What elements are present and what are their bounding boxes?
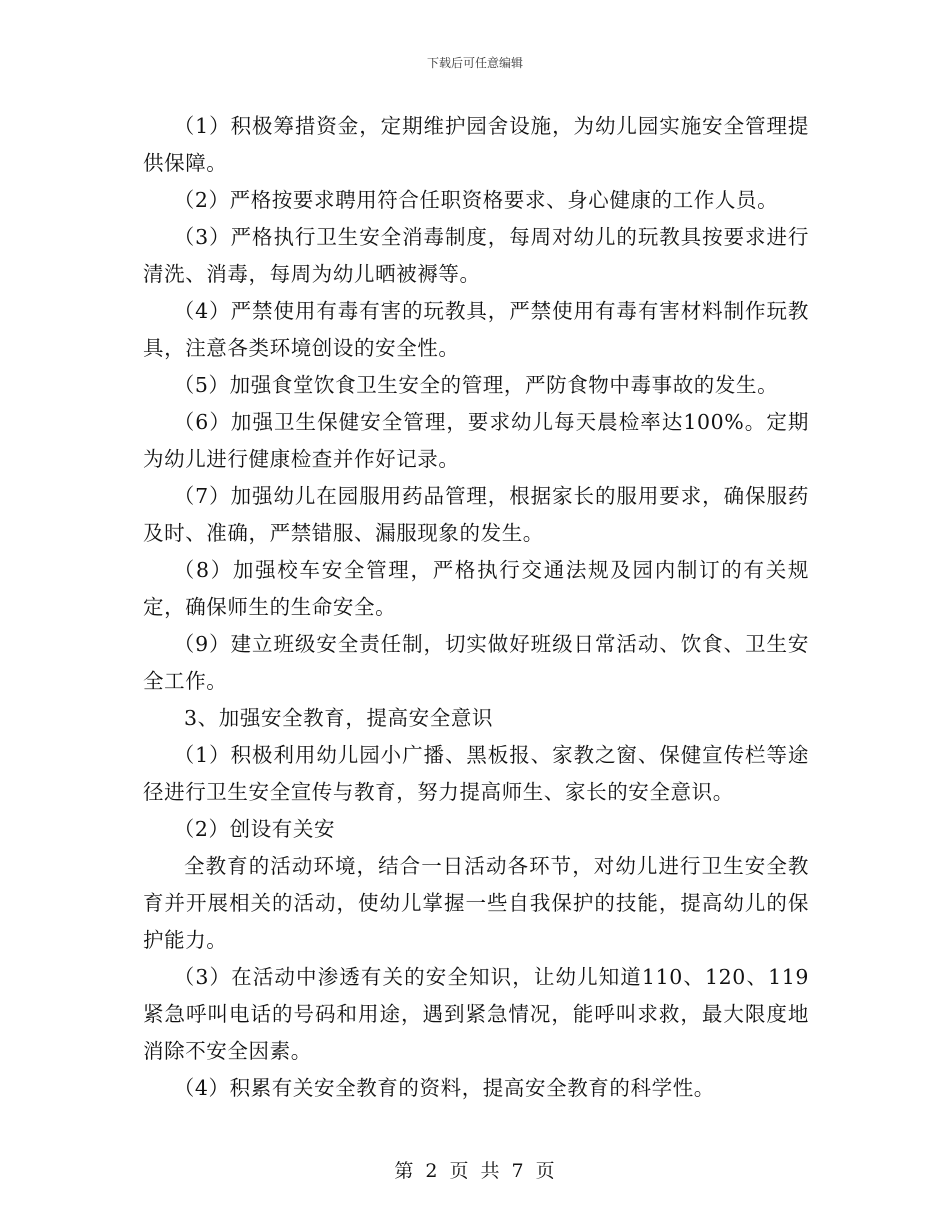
paragraph-1: （1）积极筹措资金，定期维护园舍设施，为幼儿园实施安全管理提供保障。: [143, 114, 809, 175]
paragraph-14: （4）积累有关安全教育的资料，提高安全教育的科学性。: [173, 1076, 715, 1100]
paragraph-5: （5）加强食堂饮食卫生安全的管理，严防食物中毒事故的发生。: [173, 373, 779, 397]
paragraph-8: （8）加强校车安全管理，严格执行交通法规及园内制订的有关规定，确保师生的生命安全。: [143, 558, 809, 619]
section-heading: 3、加强安全教育，提高安全意识: [184, 706, 494, 730]
paragraph-7: （7）加强幼儿在园服用药品管理，根据家长的服用要求，确保服药及时、准确，严禁错服、漏服现象的发生。: [143, 484, 809, 545]
paragraph-2: （2）严格按要求聘用符合任职资格要求、身心健康的工作人员。: [173, 188, 779, 212]
paragraph-4: （4）严禁使用有毒有害的玩教具，严禁使用有毒有害材料制作玩教具，注意各类环境创设的安全性。: [143, 299, 809, 360]
page-header: 下载后可任意编辑: [426, 56, 523, 70]
document-body: [143, 108, 809, 1107]
paragraph-12: 全教育的活动环境，结合一日活动各环节，对幼儿进行卫生安全教育并开展相关的活动，使幼儿掌握一些自我保护的技能，提高幼儿的保护能力。: [143, 854, 809, 952]
paragraph-13: （3）在活动中渗透有关的安全知识，让幼儿知道110、120、119紧急呼叫电话的号码和用途，遇到紧急情况，能呼叫求救，最大限度地消除不安全因素。: [143, 965, 809, 1063]
paragraph-9: （9）建立班级安全责任制，切实做好班级日常活动、饮食、卫生安全工作。: [143, 632, 809, 693]
paragraph-10: （1）积极利用幼儿园小广播、黑板报、家教之窗、保健宣传栏等途径进行卫生安全宣传与教育，努力提高师生、家长的安全意识。: [143, 743, 809, 804]
page-footer: 第 2 页 共 7 页: [394, 1160, 556, 1182]
paragraph-6: （6）加强卫生保健安全管理，要求幼儿每天晨检率达100%。定期为幼儿进行健康检查并作好记录。: [143, 410, 809, 471]
paragraph-11: （2）创设有关安: [173, 817, 336, 841]
paragraph-3: （3）严格执行卫生安全消毒制度，每周对幼儿的玩教具按要求进行清洗、消毒，每周为幼儿晒被褥等。: [143, 225, 809, 286]
